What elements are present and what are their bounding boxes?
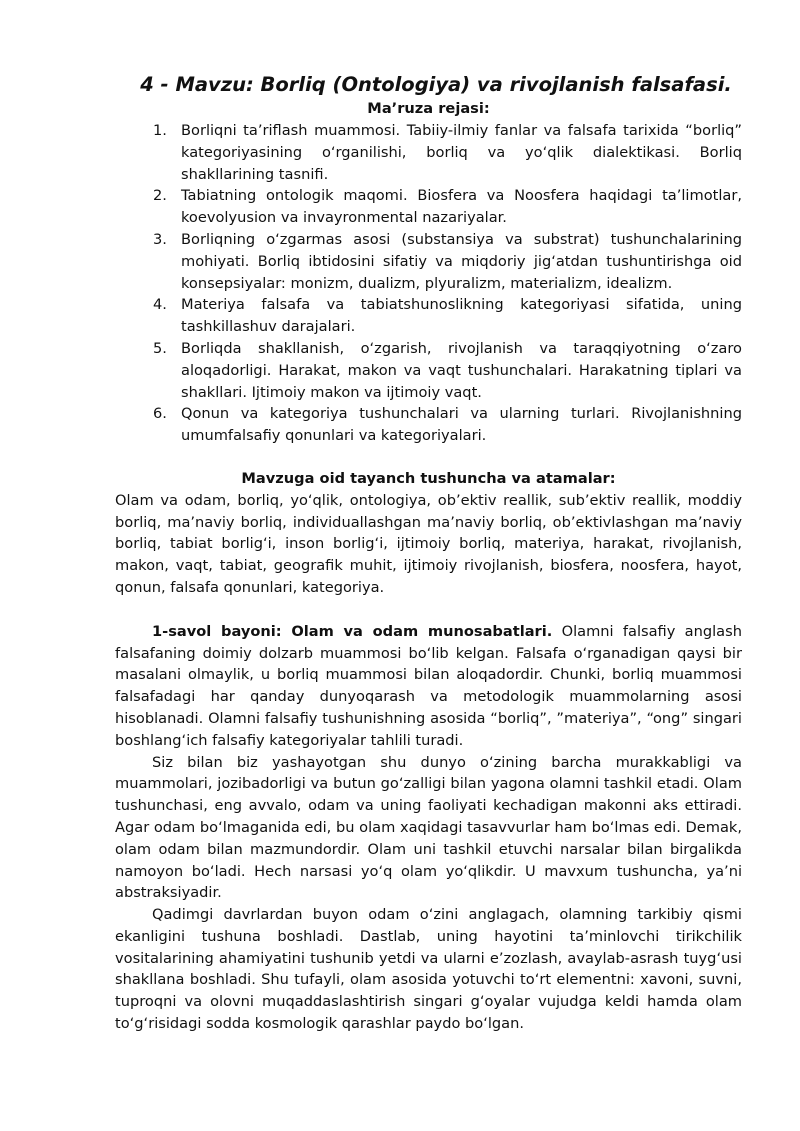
list-item-text: Tabiatning ontologik maqomi. Biosfera va Noosfera haqidagi ta’limotlar, koevolyusion va invayronmental nazariyalar. xyxy=(181,187,742,227)
list-item-number: 3. xyxy=(153,230,167,248)
list-item-text: Borliqning o‘zgarmas asosi (substansiya va substrat) tushunchalarining mohiyati. Borliq ibtidosini sifatiy va miqdoriy jig‘atdan tushuntirishga oid konsepsiyalar: monizm, dualizm, plyuralizm, materializm, idealizm. xyxy=(181,230,742,292)
list-item-text: Borliqda shakllanish, o‘zgarish, rivojlanish va taraqqiyotning o‘zaro aloqadorligi. Harakat, makon va vaqt tushunchalari. Harakatning tiplari va shakllari. Ijtimoiy makon va ijtimoiy vaqt. xyxy=(181,339,742,401)
list-item-number: 4. xyxy=(153,296,167,314)
terms-heading: Mavzuga oid tayanch tushuncha va atamalar: xyxy=(241,469,616,487)
list-item-text: Materiya falsafa va tabiatshunoslikning kategoriyasi sifatida, uning tashkillashuv darajalari. xyxy=(181,296,742,336)
list-item xyxy=(115,403,742,447)
question1-paragraph-3: Qadimgi davrlardan buyon odam o‘zini anglagach, olamning tarkibiy qismi ekanligini tushuna boshladi. Dastlab, uning hayotini ta’minlovchi tirikchilik vositalarining ahamiyatini tushunib yetdi va ularni e’zozlash, avaylab-asrash tuyg‘usi shakllana boshladi. Shu tufayli, olam asosida yotuvchi to‘rt elementni: xavoni, suvni, tuproqni va olovni muqaddaslashtirish singari g‘oyalar vujudga keldi hamda olam to‘g‘risidagi sodda kosmologik qarashlar paydo bo‘lgan. xyxy=(115,906,742,1033)
list-item-number: 2. xyxy=(153,187,167,205)
list-item xyxy=(115,338,742,403)
document-page xyxy=(115,72,742,1035)
spacer xyxy=(115,599,742,621)
list-item-text: Qonun va kategoriya tushunchalari va ularning turlari. Rivojlanishning umumfalsafiy qonunlari va kategoriyalari. xyxy=(181,405,742,445)
list-item-number: 5. xyxy=(153,339,167,357)
plan-heading: Ma’ruza rejasi: xyxy=(367,100,490,117)
list-item-text: Borliqni ta’riflash muammosi. Tabiiy-ilmiy fanlar va falsafa tarixida “borliq” kategoriyasining o‘rganilishi, borliq va yo‘qlik dialektikasi. Borliq shakllarining tasnifi. xyxy=(181,122,742,183)
list-item xyxy=(115,185,742,229)
question1-paragraph-1-text: Olamni falsafiy anglash falsafaning doimiy dolzarb muammosi bo‘lib kelgan. Falsafa o‘rganadigan qaysi bir masalani olmaylik, u borliq muammosi bilan aloqadordir. Chunki, borliq muammosi falsafadagi har qanday dunyoqarash va metodologik muammolarning asosi hisoblanadi. Olamni falsafiy tushunishning asosida “borliq”, ”materiya”, “ong” singari boshlang‘ich falsafiy kategoriyalar tahlili turadi. xyxy=(115,622,742,749)
list-item xyxy=(115,294,742,338)
list-item-number: 1. xyxy=(153,122,167,139)
question1-paragraph-1 xyxy=(115,621,742,752)
question1-heading: 1-savol bayoni: Olam va odam munosabatlari. xyxy=(152,622,553,640)
terms-paragraph: Olam va odam, borliq, yo‘qlik, ontologiya, ob’ektiv reallik, sub’ektiv reallik, moddiy borliq, ma’naviy borliq, individuallashgan ma’naviy borliq, ob’ektivlashgan ma’naviy borliq, tabiat borlig‘i, inson borlig‘i, ijtimoiy borliq, materiya, harakat, rivojlanish, makon, vaqt, tabiat, geografik muhit, ijtimoiy rivojlanish, biosfera, noosfera, hayot, qonun, falsafa qonunlari, kategoriya. xyxy=(115,491,742,596)
question1-paragraph-2: Siz bilan biz yashayotgan shu dunyo o‘zining barcha murakkabligi va muammolari, jozibadorligi va butun go‘zalligi bilan yagona olamni tashkil etadi. Olam tushunchasi, eng avvalo, odam va uning faoliyati kechadigan makonni aks ettiradi. Agar odam bo‘lmaganida edi, bu olam xaqidagi tasavvurlar ham bo‘lmas edi. Demak, olam odam bilan mazmundordir. Olam uni tashkil etuvchi narsalar bilan birgalikda namoyon bo‘ladi. Hech narsasi yo‘q olam yo‘qlikdir. U mavxum tushuncha, ya’ni abstraksiyadir. xyxy=(115,753,742,902)
list-item xyxy=(115,120,742,185)
plan-list xyxy=(115,120,742,447)
page-title: 4 - Mavzu: Borliq (Ontologiya) va rivojlanish falsafasi. xyxy=(140,73,732,96)
list-item-number: 6. xyxy=(153,405,167,423)
list-item xyxy=(115,229,742,294)
